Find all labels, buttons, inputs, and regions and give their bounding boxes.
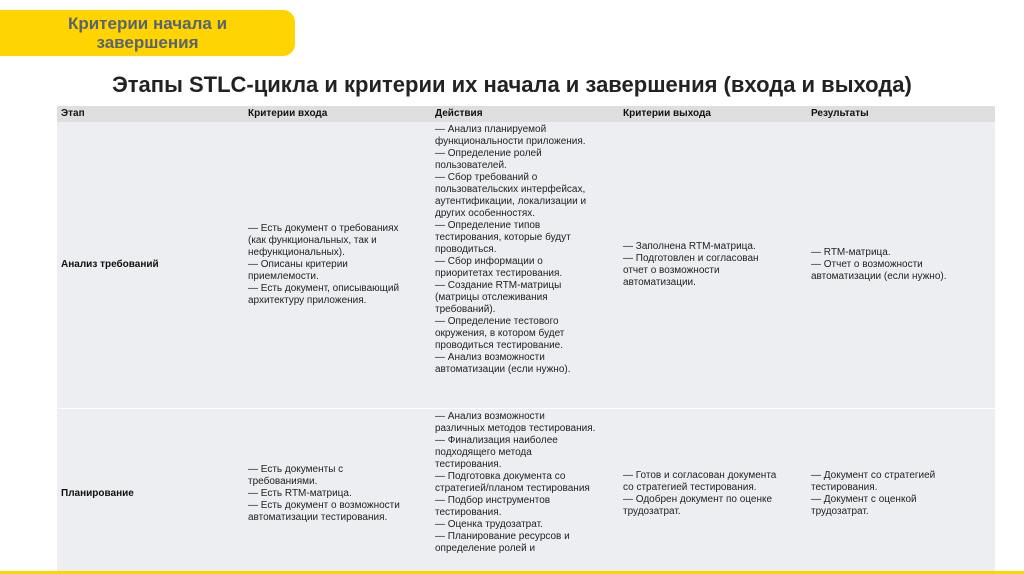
cell-line: автоматизации (если нужно). bbox=[435, 364, 571, 375]
cell-line: проводиться. bbox=[435, 244, 497, 255]
cell-line: — Финализация наиболее bbox=[435, 435, 558, 446]
cell-line: автоматизации тестирования. bbox=[248, 512, 388, 523]
cell-line: — Документ со стратегией bbox=[811, 470, 936, 481]
cell-line: — Отчет о возможности bbox=[811, 259, 923, 270]
cell-line: отчет о возможности bbox=[623, 265, 720, 276]
cell-line: тестирования. bbox=[811, 482, 878, 493]
cell-line: требований). bbox=[435, 304, 496, 315]
results-cell bbox=[807, 122, 995, 408]
cell-line: — Определение ролей bbox=[435, 148, 542, 159]
cell-line: проводиться тестирование. bbox=[435, 340, 564, 351]
cell-line: пользовательских интерфейсах, bbox=[435, 184, 586, 195]
table-header bbox=[57, 106, 995, 122]
cell-line: — RTM-матрица. bbox=[811, 247, 891, 258]
cell-line: — Анализ планируемой bbox=[435, 124, 547, 135]
header-entry: Критерии входа bbox=[248, 108, 328, 119]
cell-line: — Подготовлен и согласован bbox=[623, 253, 759, 264]
cell-line: (матрицы отслеживания bbox=[435, 292, 548, 303]
cell-line: автоматизации (если нужно). bbox=[811, 271, 947, 282]
cell-line: стратегией/планом тестирования bbox=[435, 483, 590, 494]
cell-line: — Определение тестового bbox=[435, 316, 559, 327]
stage-cell: Планирование bbox=[61, 488, 134, 499]
exit-cell bbox=[619, 409, 807, 574]
stage-cell: Анализ требований bbox=[61, 259, 159, 270]
cell-line: — Сбор требований о bbox=[435, 172, 538, 183]
actions-cell bbox=[431, 122, 619, 408]
actions-cell bbox=[431, 409, 619, 574]
cell-line: — Описаны критерии bbox=[248, 259, 348, 270]
entry-cell bbox=[244, 409, 431, 574]
cell-line: — Сбор информации о bbox=[435, 256, 543, 267]
cell-line: — Планирование ресурсов и bbox=[435, 531, 570, 542]
cell-line: трудозатрат. bbox=[811, 506, 869, 517]
cell-line: — Одобрен документ по оценке bbox=[623, 494, 773, 505]
cell-line: аутентификации, локализации и bbox=[435, 196, 587, 207]
cell-line: — Подбор инструментов bbox=[435, 495, 551, 506]
stlc-table bbox=[57, 106, 995, 574]
exit-lines bbox=[623, 241, 759, 289]
cell-line: — Оценка трудозатрат. bbox=[435, 519, 543, 530]
results-cell bbox=[807, 409, 995, 574]
cell-line: приемлемости. bbox=[248, 271, 319, 282]
cell-line: — Есть документ о требованиях bbox=[248, 223, 399, 234]
cell-line: (как функциональных, так и bbox=[248, 235, 377, 246]
header-exit: Критерии выхода bbox=[623, 108, 711, 119]
entry-cell bbox=[244, 122, 431, 408]
cell-line: других особенностях. bbox=[435, 208, 536, 219]
cell-line: тестирования, которые будут bbox=[435, 232, 571, 243]
cell-line: — Анализ возможности bbox=[435, 411, 545, 422]
cell-line: тестирования. bbox=[435, 507, 502, 518]
cell-line: окружения, в котором будет bbox=[435, 328, 565, 339]
header-stage: Этап bbox=[61, 108, 85, 119]
cell-line: определение ролей и bbox=[435, 543, 536, 554]
cell-line: функциональности приложения. bbox=[435, 136, 586, 147]
cell-line: тестирования. bbox=[435, 459, 502, 470]
table-row bbox=[57, 409, 995, 574]
entry-lines bbox=[248, 223, 399, 307]
actions-lines bbox=[435, 124, 586, 376]
cell-line: различных методов тестирования. bbox=[435, 423, 596, 434]
cell-line: — Создание RTM-матрицы bbox=[435, 280, 562, 291]
cell-line: — Есть RTM-матрица. bbox=[248, 488, 352, 499]
actions-lines bbox=[435, 411, 595, 555]
cell-line: со стратегией тестирования. bbox=[623, 482, 757, 493]
section-badge-text: Критерии начала и завершения bbox=[67, 14, 228, 52]
cell-line: — Подготовка документа со bbox=[435, 471, 566, 482]
cell-line: — Есть документ о возможности bbox=[248, 500, 400, 511]
cell-line: — Определение типов bbox=[435, 220, 541, 231]
header-actions: Действия bbox=[435, 108, 483, 119]
exit-lines bbox=[623, 470, 776, 518]
cell-line: — Анализ возможности bbox=[435, 352, 545, 363]
results-lines bbox=[811, 470, 935, 518]
cell-line: — Есть документы с bbox=[248, 464, 344, 475]
table-row bbox=[57, 122, 995, 409]
cell-line: приоритетах тестирования. bbox=[435, 268, 563, 279]
cell-line: трудозатрат. bbox=[623, 506, 681, 517]
section-badge bbox=[0, 10, 295, 56]
results-lines bbox=[811, 247, 947, 283]
cell-line: автоматизации. bbox=[623, 277, 696, 288]
cell-line: требованиями. bbox=[248, 476, 318, 487]
exit-cell bbox=[619, 122, 807, 408]
cell-line: — Заполнена RTM-матрица. bbox=[623, 241, 756, 252]
slide-title: Этапы STLC-цикла и критерии их начала и завершения (входа и выхода) bbox=[112, 72, 912, 97]
header-results: Результаты bbox=[811, 108, 869, 119]
cell-line: — Есть документ, описывающий bbox=[248, 283, 400, 294]
cell-line: подходящего метода bbox=[435, 447, 532, 458]
cell-line: пользователей. bbox=[435, 160, 507, 171]
cell-line: — Готов и согласован документа bbox=[623, 470, 777, 481]
cell-line: архитектуру приложения. bbox=[248, 295, 367, 306]
entry-lines bbox=[248, 464, 400, 524]
cell-line: — Документ с оценкой bbox=[811, 494, 917, 505]
cell-line: нефункциональных). bbox=[248, 247, 345, 258]
